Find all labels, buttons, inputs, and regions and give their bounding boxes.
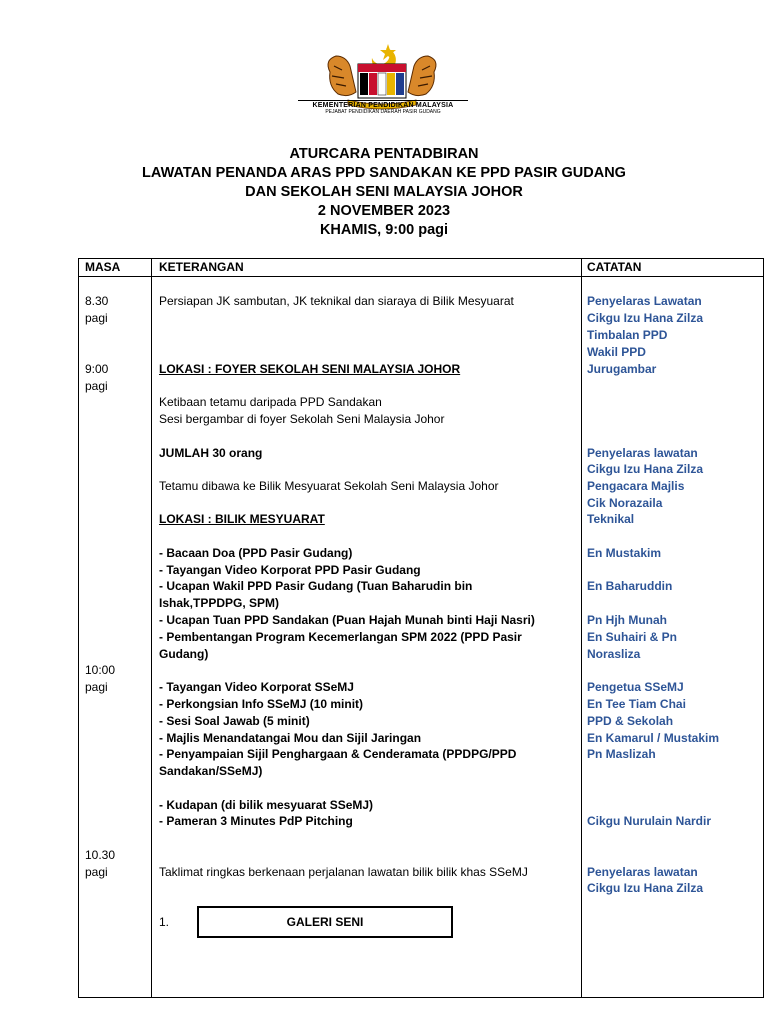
time-1030: 10.30 [85, 848, 116, 862]
time-pagi: pagi [85, 379, 108, 393]
header-keterangan: KETERANGAN [159, 260, 244, 274]
header-masa: MASA [85, 260, 121, 274]
agenda-item: - Bacaan Doa (PPD Pasir Gudang) [159, 546, 353, 560]
agenda-item: - Sesi Soal Jawab (5 minit) [159, 714, 310, 728]
time-1000: 10:00 [85, 663, 116, 677]
note-text: Pengetua SSeMJ [587, 680, 684, 694]
item-text: JUMLAH 30 orang [159, 446, 263, 460]
title-line-5: KHAMIS, 9:00 pagi [319, 222, 449, 238]
agenda-item: - Tayangan Video Korporat PPD Pasir Gudang [159, 563, 421, 577]
item-text: Persiapan JK sambutan, JK teknikal dan siaraya di Bilik Mesyuarat [159, 294, 514, 308]
schedule-table [78, 258, 764, 998]
time-pagi: pagi [85, 311, 108, 325]
agenda-item: - Perkongsian Info SSeMJ (10 minit) [159, 697, 364, 711]
header-catatan: CATATAN [587, 260, 642, 274]
agenda-item: - Ucapan Tuan PPD Sandakan (Puan Hajah Munah binti Haji Nasri) [159, 613, 535, 627]
list-number: 1. [159, 915, 170, 929]
column-divider [581, 259, 582, 997]
location-heading: LOKASI : FOYER SEKOLAH SENI MALAYSIA JOHOR [159, 362, 461, 376]
item-text: Taklimat ringkas berkenaan perjalanan lawatan bilik bilik khas SSeMJ [159, 865, 528, 879]
note-text: PPD & Sekolah [587, 714, 674, 728]
note-text: En Mustakim [587, 546, 662, 560]
district-office-name: PEJABAT PENDIDIKAN DAERAH PASIR GUDANG [325, 109, 441, 115]
agenda-item: - Kudapan (di bilik mesyuarat SSeMJ) [159, 798, 374, 812]
note-text: Wakil PPD [587, 345, 646, 359]
note-text: En Kamarul / Mustakim [587, 731, 720, 745]
time-pagi: pagi [85, 865, 108, 879]
note-text: Penyelaras lawatan [587, 865, 698, 879]
time-pagi: pagi [85, 680, 108, 694]
note-text: Penyelaras lawatan [587, 446, 698, 460]
title-line-4: 2 NOVEMBER 2023 [317, 203, 451, 219]
note-text: Jurugambar [587, 362, 657, 376]
note-text: Pengacara Majlis [587, 479, 685, 493]
document-title [0, 145, 768, 240]
note-text: En Baharuddin [587, 579, 673, 593]
title-line-2: LAWATAN PENANDA ARAS PPD SANDAKAN KE PPD PASIR GUDANG [142, 165, 626, 181]
agenda-item: - Pembentangan Program Kecemerlangan SPM 2022 (PPD Pasir [159, 630, 522, 644]
note-text: Penyelaras Lawatan [587, 294, 702, 308]
galeri-seni-box: GALERI SENI [197, 906, 453, 938]
column-divider [151, 259, 152, 997]
agenda-item: Gudang) [159, 647, 209, 661]
agenda-item: - Pameran 3 Minutes PdP Pitching [159, 814, 353, 828]
agenda-item: Ishak,TPPDPG, SPM) [159, 596, 280, 610]
item-text: Ketibaan tetamu daripada PPD Sandakan [159, 395, 382, 409]
agenda-item: - Ucapan Wakil PPD Pasir Gudang (Tuan Baharudin bin [159, 579, 473, 593]
agenda-item: - Tayangan Video Korporat SSeMJ [159, 680, 354, 694]
note-text: Cikgu Izu Hana Zilza [587, 311, 704, 325]
note-text: Teknikal [587, 512, 635, 526]
agenda-item: Sandakan/SSeMJ) [159, 764, 263, 778]
note-text: En Suhairi & Pn [587, 630, 678, 644]
note-text: Timbalan PPD [587, 328, 668, 342]
note-text: Norasliza [587, 647, 641, 661]
title-line-1: ATURCARA PENTADBIRAN [289, 146, 479, 162]
note-text: Cik Norazaila [587, 496, 663, 510]
agenda-item: - Majlis Menandatangai Mou dan Sijil Jaringan [159, 731, 422, 745]
item-text: Tetamu dibawa ke Bilik Mesyuarat Sekolah Seni Malaysia Johor [159, 479, 499, 493]
note-text: En Tee Tiam Chai [587, 697, 686, 711]
ministry-name: KEMENTERIAN PENDIDIKAN MALAYSIA [298, 100, 468, 109]
note-text: Cikgu Izu Hana Zilza [587, 881, 704, 895]
location-heading: LOKASI : BILIK MESYUARAT [159, 512, 325, 526]
time-900: 9:00 [85, 362, 109, 376]
title-line-3: DAN SEKOLAH SENI MALAYSIA JOHOR [245, 184, 523, 200]
note-text: Pn Hjh Munah [587, 613, 667, 627]
agenda-item: - Penyampaian Sijil Penghargaan & Cenderamata (PPDPG/PPD [159, 747, 517, 761]
note-text: Pn Maslizah [587, 747, 656, 761]
item-text: Sesi bergambar di foyer Sekolah Seni Malaysia Johor [159, 412, 445, 426]
note-text: Cikgu Nurulain Nardir [587, 814, 712, 828]
time-830: 8.30 [85, 294, 109, 308]
note-text: Cikgu Izu Hana Zilza [587, 462, 704, 476]
